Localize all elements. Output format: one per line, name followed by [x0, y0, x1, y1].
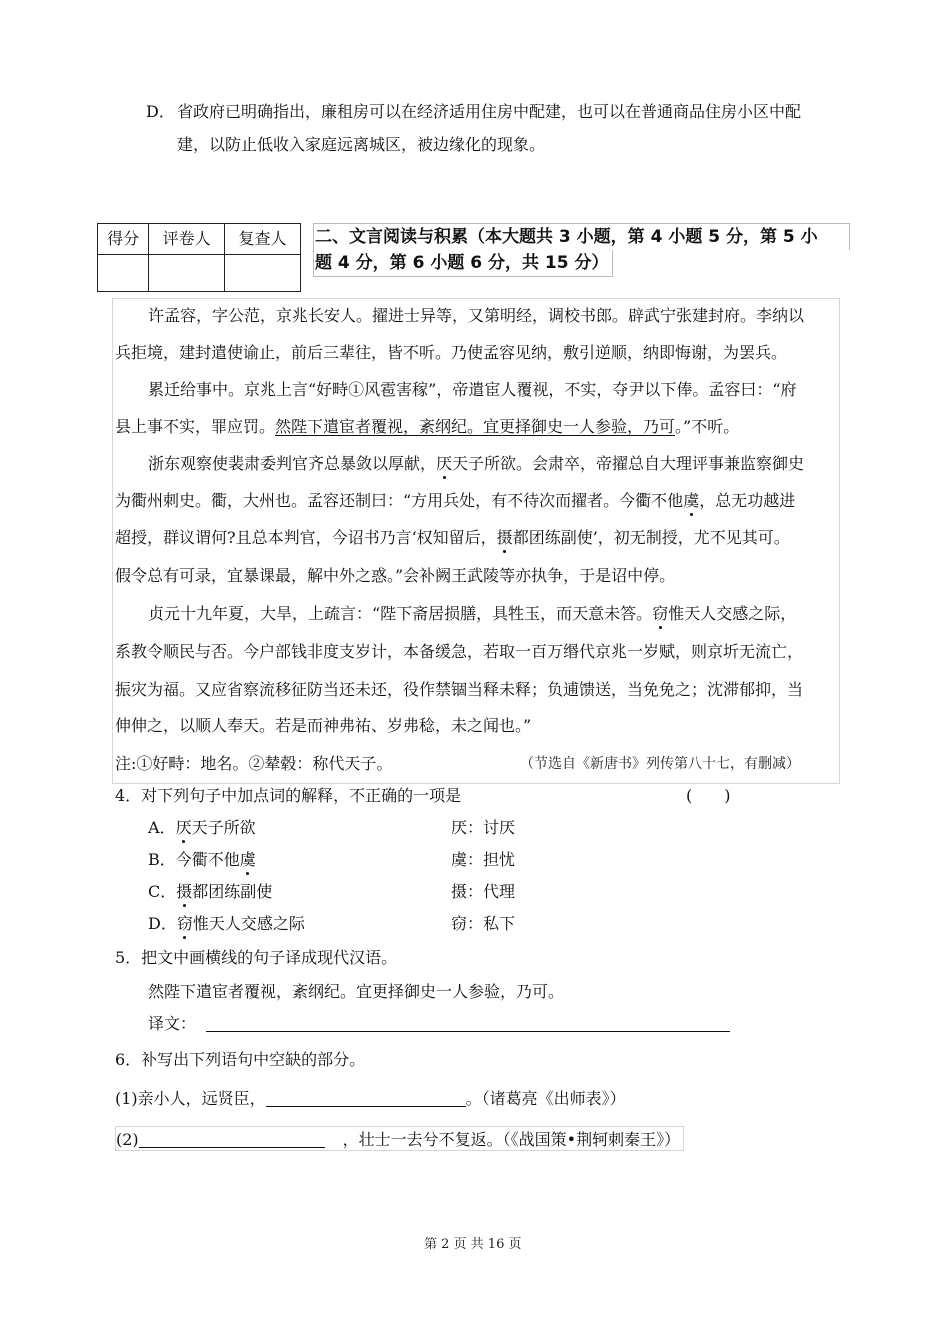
q4-option-a[interactable] — [148, 820, 256, 836]
q4-stem: 4．对下列句子中加点词的解释，不正确的一项是 — [115, 786, 462, 805]
q4-answer-paren[interactable]: ( ) — [686, 786, 731, 805]
score-table — [97, 223, 301, 292]
passage-source: （节选自《新唐书》列传第八十七，有删减） — [520, 756, 800, 772]
q5-answer-blank[interactable] — [206, 1013, 730, 1032]
q6-stem: 6．补写出下列语句中空缺的部分。 — [115, 1050, 366, 1069]
q5-sentence: 然陛下遣宦者覆视，紊纲纪。宜更择御史一人参验，乃可。 — [148, 982, 565, 1001]
q4-option-d-gloss: 窃：私下 — [451, 914, 516, 933]
page-number-footer: 第 2 页 共 16 页 — [424, 1237, 522, 1252]
score-cell[interactable] — [98, 255, 149, 292]
q4-option-c-gloss: 摄：代理 — [451, 882, 516, 901]
option-d-line1: 省政府已明确指出，廉租房可以在经济适用住房中配建，也可以在普通商品住房小区中配 — [177, 102, 802, 121]
q6-item1-suffix: 。（诸葛亮《出师表》） — [465, 1089, 626, 1108]
passage-p4-line2: 系教令顺民与否。今户部钱非度支岁计，本备缓急，若取一百万缗代京兆一岁赋，则京圻无流亡， — [115, 642, 804, 661]
dotted-word-she: 摄 — [496, 528, 513, 547]
dotted-word-qie: 窃 — [652, 604, 669, 623]
score-header-fuchaen: 复查人 — [225, 224, 301, 255]
passage-p3-line3 — [115, 530, 790, 546]
q6-item2-blank[interactable] — [139, 1129, 325, 1148]
passage-text: 都团练副使’，初无制授，尤不见其可。 — [512, 528, 790, 547]
dotted-word: 厌 — [175, 818, 192, 837]
passage-text: 贞元十九年夏，大旱，上疏言：“陛下斋居损膳，具牲玉，而天意未答。 — [148, 604, 653, 623]
passage-text: 天子所欲。会肃卒，帝擢总自大理评事兼监察御史 — [452, 454, 805, 473]
option-text: 惟天人交感之际 — [192, 914, 305, 933]
option-label: B． — [148, 850, 176, 869]
passage-text: 。”不听。 — [675, 417, 740, 436]
option-label: A． — [148, 818, 176, 837]
q6-item2 — [115, 1126, 684, 1151]
q6-item2-suffix: ，壮士一去兮不复返。（《战国策•荆轲刺秦王》） — [342, 1130, 681, 1149]
q4-option-a-gloss: 厌：讨厌 — [451, 818, 516, 837]
q4-option-b[interactable] — [148, 852, 256, 868]
q6-item2-prefix: (2) — [116, 1130, 139, 1149]
passage-p3-line2 — [115, 493, 795, 509]
passage-p2-line2 — [115, 419, 739, 435]
passage-text: 浙东观察使裴肃委判官齐总暴敛以厚献， — [148, 454, 437, 473]
dotted-word: 虞 — [239, 850, 256, 869]
passage-text: 超授，群议谓何?且总本判官，今诏书乃言‘权知留后， — [115, 528, 497, 547]
passage-p3-line4: 假令总有可录，宜暴课最，解中外之惑。”会补阙王武陵等亦执争，于是诏中停。 — [115, 566, 676, 585]
q5-stem: 5．把文中画横线的句子译成现代汉语。 — [115, 948, 398, 967]
option-d-line2: 建，以防止低收入家庭远离城区，被边缘化的现象。 — [177, 135, 546, 154]
option-text: 天子所欲 — [191, 818, 256, 837]
q6-item1 — [115, 1088, 626, 1107]
q4-option-b-gloss: 虞：担忧 — [451, 850, 516, 869]
dotted-word: 摄 — [176, 882, 193, 901]
passage-p1-line1: 许孟容，字公范，京兆长安人。擢进士异等，又第明经，调校书郎。辟武宁张建封府。李纳以 — [148, 306, 805, 325]
passage-p4-line4: 伸伸之，以顺人奉天。若是而神弗祐、岁弗稔，未之闻也。” — [115, 716, 532, 735]
passage-p3-line1 — [148, 456, 804, 472]
q6-item1-prefix: (1)亲小人，远贤臣， — [115, 1089, 266, 1108]
passage-note: 注:①好畤：地名。②辇毂：称代天子。 — [115, 754, 393, 773]
dotted-word: 窃 — [176, 914, 193, 933]
q6-item1-blank[interactable] — [266, 1088, 466, 1107]
option-label: D． — [148, 914, 177, 933]
dotted-word-yu: 虞 — [683, 491, 700, 510]
passage-p1-line2: 兵拒境，建封遣使谕止，前后三辈往，皆不听。乃使孟容见纳，敷引逆顺，纳即悔谢，为罢兵。 — [115, 343, 788, 362]
passage-p4-line1 — [148, 606, 796, 622]
option-text: 都团练副使 — [192, 882, 273, 901]
score-header-pingjuanren: 评卷人 — [149, 224, 225, 255]
q5-answer-label: 译文： — [148, 1014, 197, 1033]
score-cell[interactable] — [149, 255, 225, 292]
passage-text: 惟天人交感之际， — [668, 604, 797, 623]
score-cell[interactable] — [225, 255, 301, 292]
option-text: 今衢不他 — [175, 850, 240, 869]
section-heading-line1: 二、文言阅读与积累（本大题共 3 小题，第 4 小题 5 分，第 5 小 — [313, 223, 850, 250]
section-heading-line2: 题 4 分，第 6 小题 6 分，共 15 分） — [313, 250, 613, 277]
passage-text: 为衢州刺史。衢，大州也。孟容还制曰：“方用兵处，有不待次而擢者。今衢不他 — [115, 491, 684, 510]
q4-option-d[interactable] — [148, 916, 305, 932]
q4-option-c[interactable] — [148, 884, 272, 900]
option-label: C． — [148, 882, 177, 901]
passage-text: 县上事不实，罪应罚。 — [115, 417, 276, 436]
passage-p2-line1: 累迁给事中。京兆上言“好畤①风雹害稼”，帝遣宦人覆视，不实，夺尹以下俸。孟容曰：“府 — [148, 380, 797, 399]
dotted-word-yan: 厌 — [436, 454, 453, 473]
passage-text: ，总无功越进 — [699, 491, 796, 510]
option-d-label: D． — [146, 102, 175, 121]
section-heading — [313, 223, 850, 277]
underlined-sentence: 然陛下遣宦者覆视，紊纲纪。宜更择御史一人参验，乃可 — [275, 417, 676, 436]
passage-p4-line3: 振灾为福。又应省察流移征防当还未还，役作禁锢当释未释；负逋馈送，当免免之；沈滞郁抑，当 — [115, 680, 804, 699]
score-header-defen: 得分 — [98, 224, 149, 255]
